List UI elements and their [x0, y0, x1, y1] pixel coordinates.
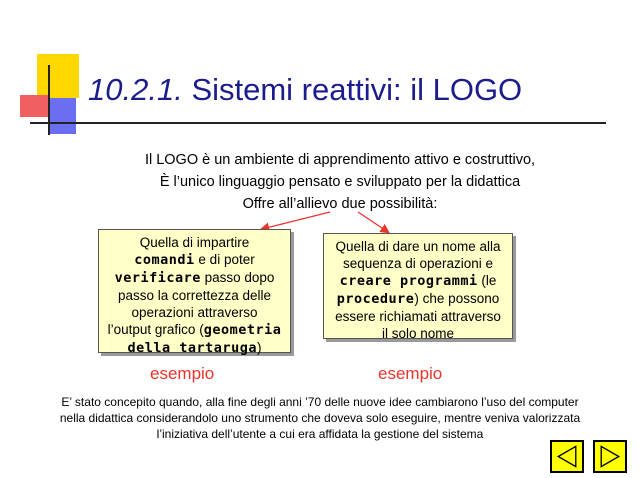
slide-title [88, 72, 522, 108]
box1-line-5: operazioni attraverso [131, 305, 258, 320]
box1-line-4: passo la correttezza delle [117, 288, 272, 303]
box1-line-2b: e di poter [194, 252, 255, 267]
box2-line-4 [330, 290, 506, 308]
box2-line-1: Quella di dare un nome alla [335, 239, 501, 254]
box1-line-1: Quella di impartire [139, 235, 250, 250]
footer-line-2: nella didattica considerandolo uno strumento che doveva solo eseguire, mentre veniva valorizzata [59, 411, 581, 425]
keyword-comandi: comandi [134, 252, 195, 268]
intro-line-1: Il LOGO è un ambiente di apprendimento attivo e costruttivo, [144, 152, 536, 168]
footer-line-1: E’ stato concepito quando, alla fine degli anni ’70 delle nuove idee cambiarono l’uso del computer [61, 395, 579, 409]
box1-line-7b: ) [256, 340, 262, 355]
box1-line-2 [105, 251, 284, 269]
decor-square-red [20, 95, 48, 117]
box1-line-6a: l’output grafico ( [107, 322, 204, 337]
box2-line-6: il solo nome [381, 326, 455, 341]
intro-line-2: È l’unico linguaggio pensato e sviluppato per la didattica [159, 174, 521, 190]
footer-line-3: l’iniziativa dell’utente a cui era affidata la gestione del sistema [156, 427, 484, 441]
title-underline [30, 122, 606, 124]
intro-line-3: Offre all’allievo due possibilità: [242, 196, 438, 212]
decor-vertical-line [48, 65, 50, 135]
title-number: 10.2.1. [88, 72, 183, 107]
example-link-2[interactable]: esempio [378, 364, 443, 383]
box1-line-3 [105, 269, 284, 287]
triangle-left-icon [552, 442, 582, 471]
keyword-procedure: procedure [336, 291, 415, 307]
title-text: Sistemi reattivi: il LOGO [191, 72, 523, 107]
box2-line-4b: ) che possono [414, 291, 500, 306]
option-box-commands [98, 229, 291, 356]
box1-line-6 [105, 321, 284, 339]
footer-note [40, 394, 600, 442]
keyword-verificare: verificare [114, 270, 201, 286]
box1-line-3b: passo dopo [200, 270, 275, 285]
keyword-creare-programmi: creare programmi [339, 273, 478, 289]
box2-line-3 [330, 272, 506, 290]
arrow-left [262, 212, 330, 229]
box2-line-2: sequenza di operazioni e [342, 256, 494, 271]
keyword-geometria: geometria [203, 322, 282, 338]
box1-line-7 [105, 339, 284, 357]
decor-square-yellow [37, 54, 79, 98]
box2-line-5: essere richiamati attraverso [335, 309, 501, 324]
triangle-right-icon [595, 442, 625, 471]
keyword-tartaruga: della tartaruga [127, 340, 257, 356]
previous-slide-button[interactable] [550, 440, 584, 473]
option-box-programs [323, 233, 513, 339]
example-link-1[interactable]: esempio [150, 364, 215, 383]
decor-square-blue [48, 98, 76, 134]
box2-line-3b: (le [477, 273, 497, 288]
arrow-right [358, 212, 388, 232]
next-slide-button[interactable] [593, 440, 627, 473]
